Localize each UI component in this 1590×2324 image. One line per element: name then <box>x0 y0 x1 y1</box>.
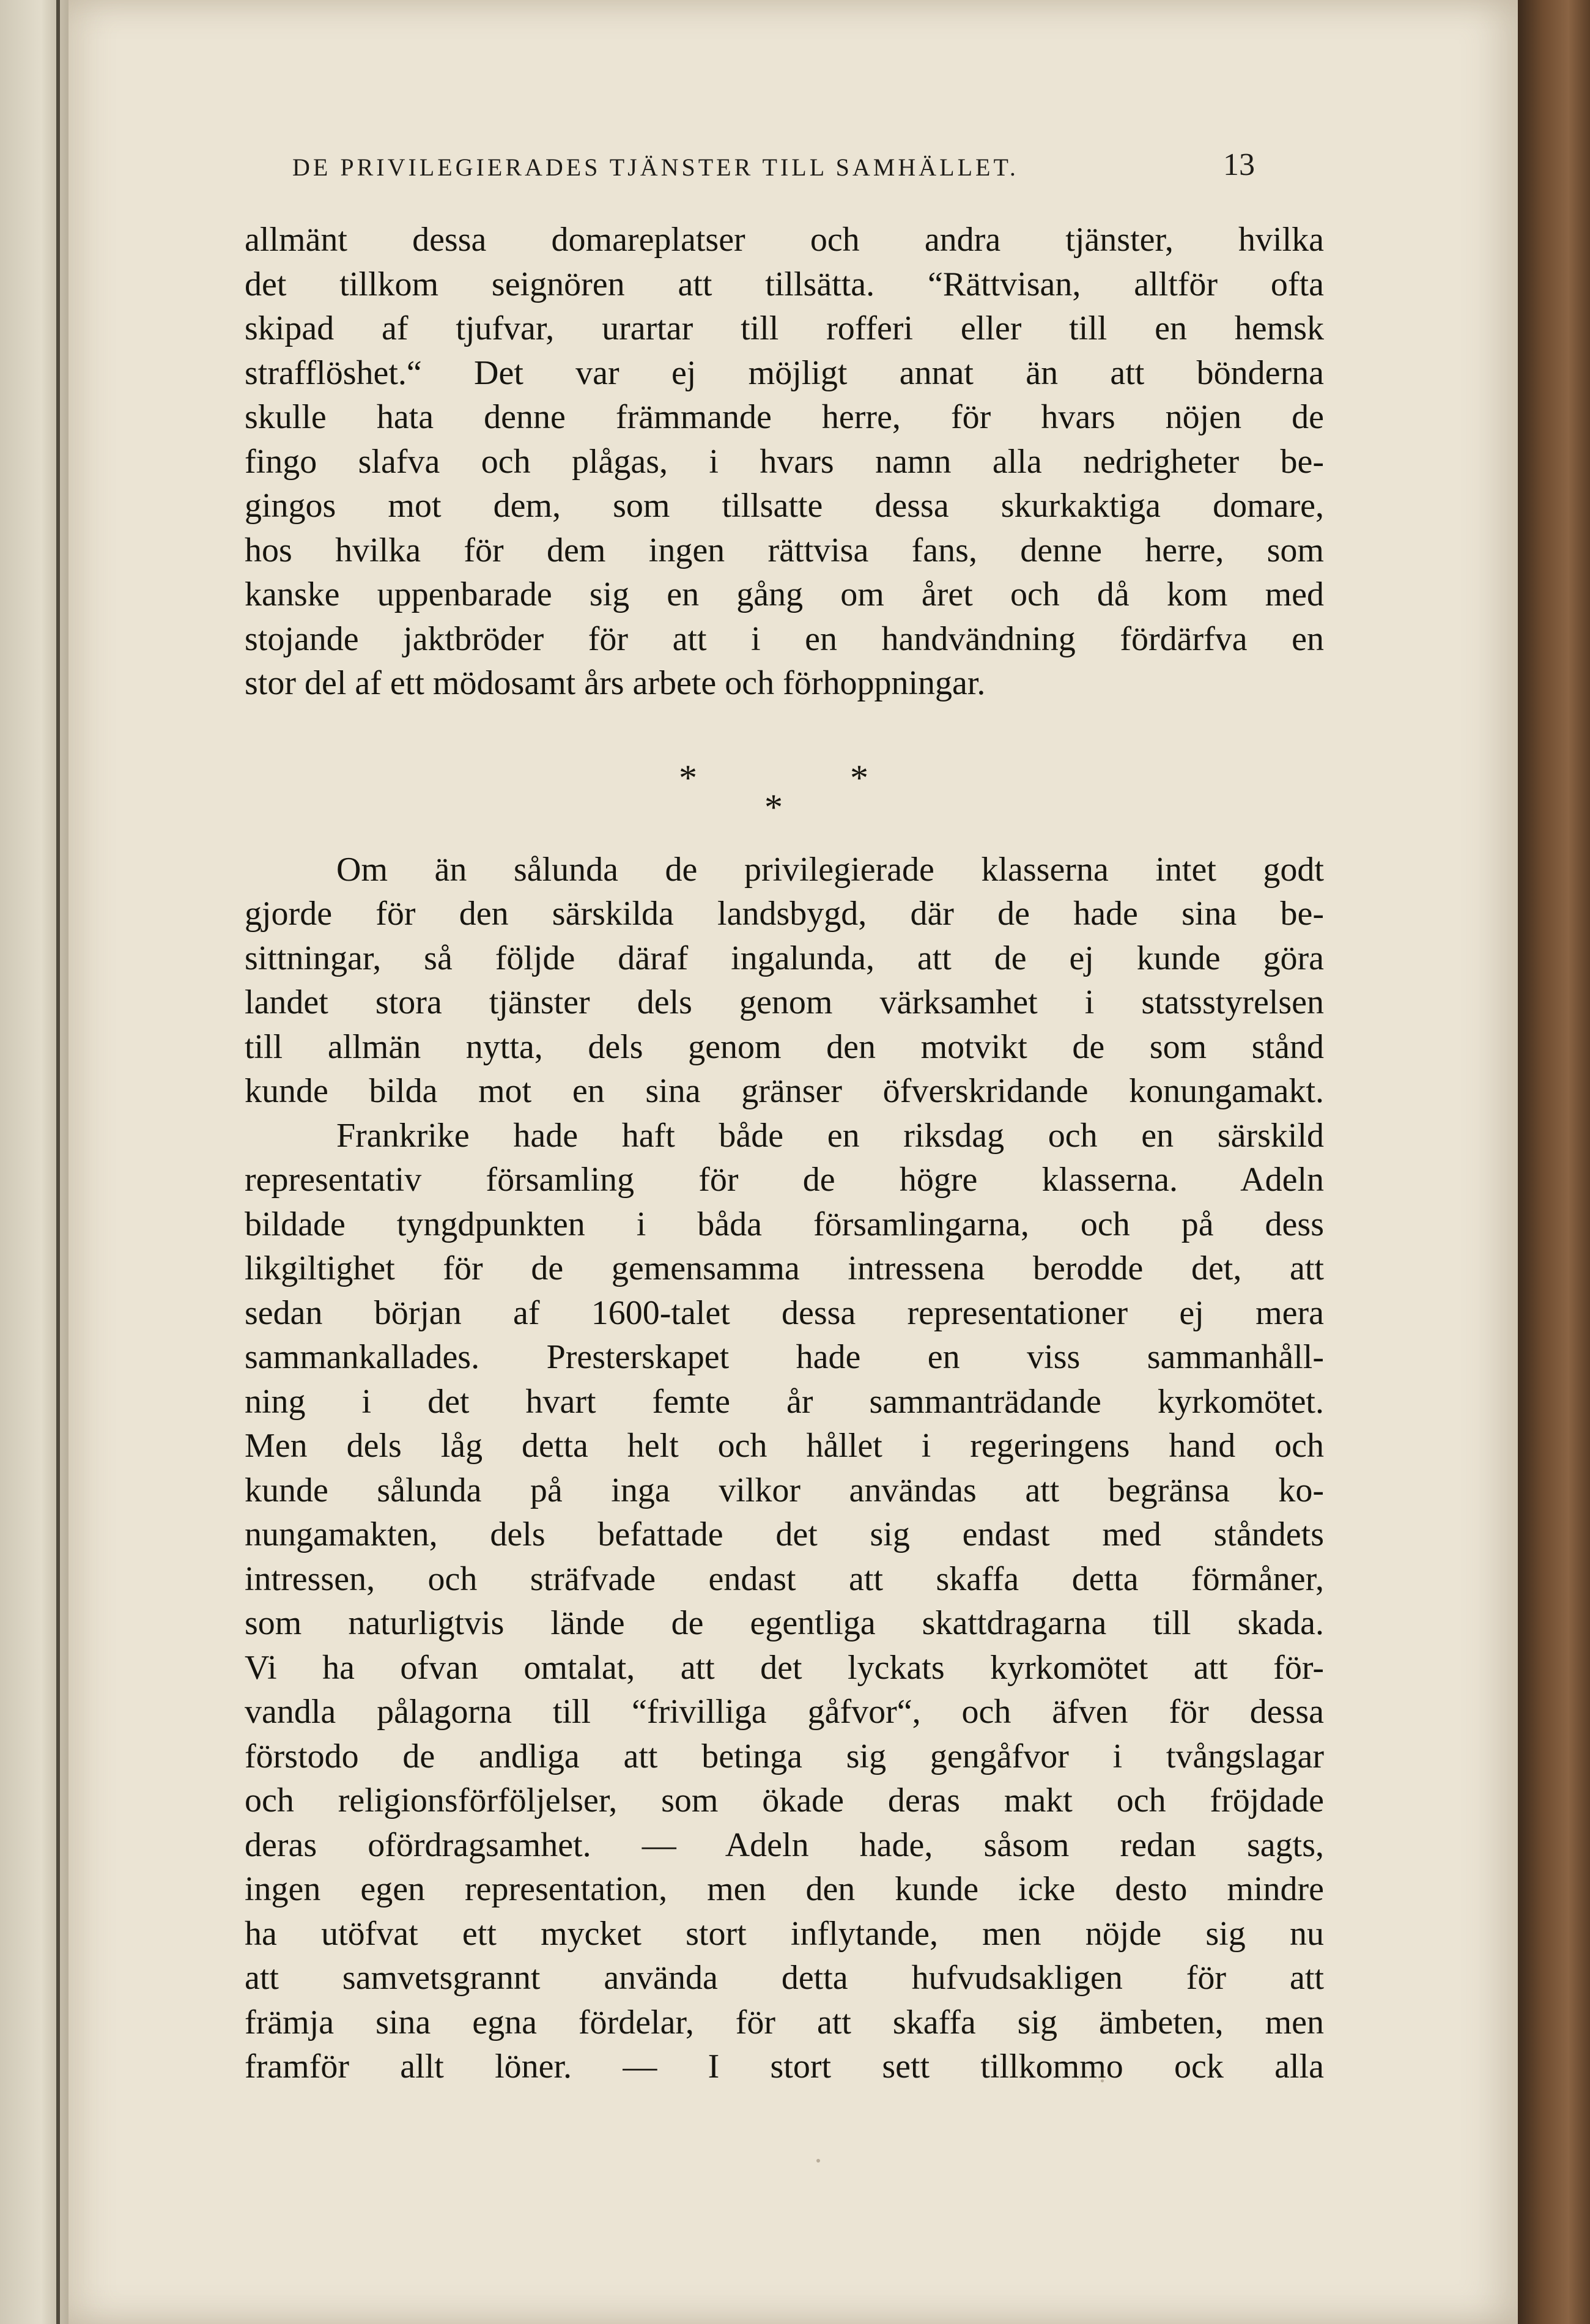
text-line: Om än sålunda de privilegierade klasserna intet godt <box>336 850 1324 889</box>
separator-star: * <box>764 787 783 827</box>
page-number: 13 <box>1223 147 1255 182</box>
text-line: representativ församling för de högre klasserna. Adeln <box>245 1161 1324 1199</box>
text-line: gingos mot dem, som tillsatte dessa skurkaktiga domare, <box>245 487 1324 525</box>
text-line: deras ofördragsamhet. — Adeln hade, såsom redan sagts, <box>245 1826 1324 1864</box>
print-speck <box>816 2159 820 2163</box>
text-line: Men dels låg detta helt och hållet i regeringens hand och <box>245 1427 1324 1465</box>
text-line: förstodo de andliga att betinga sig gengåfvor i tvångslagar <box>245 1737 1324 1775</box>
text-line: likgiltighet för de gemensamma intressena berodde det, att <box>245 1249 1324 1287</box>
preceding-page-edge <box>0 0 68 2324</box>
text-line: till allmän nytta, dels genom den motvikt de som stånd <box>245 1027 1324 1066</box>
text-line: intressen, och sträfvade endast att skaffa detta förmåner, <box>245 1560 1324 1598</box>
text-line: vandla pålagorna till “frivilliga gåfvor“, och äfven för dessa <box>245 1693 1324 1731</box>
text-line: som naturligtvis lände de egentliga skattdragarna till skada. <box>245 1604 1324 1642</box>
text-line: och religionsförföljelser, som ökade deras makt och fröjdade <box>245 1782 1324 1819</box>
text-line: framför allt löner. — I stort sett tillkommo ock alla <box>245 2048 1324 2085</box>
text-line: kunde bilda mot en sina gränser öfverskridande konungamakt. <box>245 1072 1324 1110</box>
paragraph-1 <box>245 218 1324 706</box>
text-line: att samvetsgrannt använda detta hufvudsakligen för att <box>245 1959 1324 1997</box>
text-line: Vi ha ofvan omtalat, att det lyckats kyrkomötet att för- <box>245 1648 1324 1687</box>
body-text <box>245 218 1324 2089</box>
text-line: det tillkom seignören att tillsätta. “Rättvisan, alltför ofta <box>245 265 1324 303</box>
text-line: ning i det hvart femte år sammanträdande kyrkomötet. <box>245 1382 1324 1421</box>
text-line: hos hvilka för dem ingen rättvisa fans, denne herre, som <box>245 531 1324 569</box>
text-line: fingo slafva och plågas, i hvars namn alla nedrigheter be- <box>245 442 1324 481</box>
section-separator-asterism <box>679 757 911 827</box>
running-head: DE PRIVILEGIERADES TJÄNSTER TILL SAMHÄLLET. <box>292 154 1019 181</box>
text-line: strafflöshet.“ Det var ej möjligt annat än att bönderna <box>245 353 1324 392</box>
text-line: sedan början af 1600-talet dessa representationer ej mera <box>245 1293 1324 1332</box>
text-line: landet stora tjänster dels genom värksamhet i statsstyrelsen <box>245 983 1324 1021</box>
text-line: skipad af tjufvar, urartar till rofferi eller till en hemsk <box>245 309 1324 347</box>
text-line: Frankrike hade haft både en riksdag och en särskild <box>336 1116 1324 1155</box>
paragraph-2 <box>245 848 1324 2089</box>
text-line: kunde sålunda på inga vilkor användas att begränsa ko- <box>245 1471 1324 1509</box>
print-speck <box>1101 2079 1104 2082</box>
text-line: ha utöfvat ett mycket stort inflytande, men nöjde sig nu <box>245 1914 1324 1953</box>
text-line: ingen egen representation, men den kunde icke desto mindre <box>245 1870 1324 1908</box>
separator-star: * <box>850 758 868 798</box>
text-line: sammankallades. Presterskapet hade en viss sammanhåll- <box>245 1338 1324 1376</box>
text-line: allmänt dessa domareplatser och andra tjänster, hvilka <box>245 221 1324 259</box>
text-line: skulle hata denne främmande herre, för hvars nöjen de <box>245 398 1324 436</box>
book-cover-edge <box>1518 0 1590 2324</box>
text-line: kanske uppenbarade sig en gång om året och då kom med <box>245 575 1324 613</box>
text-line: sittningar, så följde däraf ingalunda, att de ej kunde göra <box>245 939 1324 977</box>
text-line: stor del af ett mödosamt års arbete och förhoppningar. <box>245 664 986 702</box>
separator-star: * <box>679 758 697 798</box>
text-line: stojande jaktbröder för att i en handvändning fördärfva en <box>245 620 1324 658</box>
text-line: gjorde för den särskilda landsbygd, där de hade sina be- <box>245 895 1324 933</box>
text-line: nungamakten, dels befattade det sig endast med ståndets <box>245 1515 1324 1553</box>
text-line: bildade tyngdpunkten i båda församlingarna, och på dess <box>245 1205 1324 1243</box>
text-line: främja sina egna fördelar, för att skaffa sig ämbeten, men <box>245 2003 1324 2041</box>
binding-line <box>56 0 60 2324</box>
